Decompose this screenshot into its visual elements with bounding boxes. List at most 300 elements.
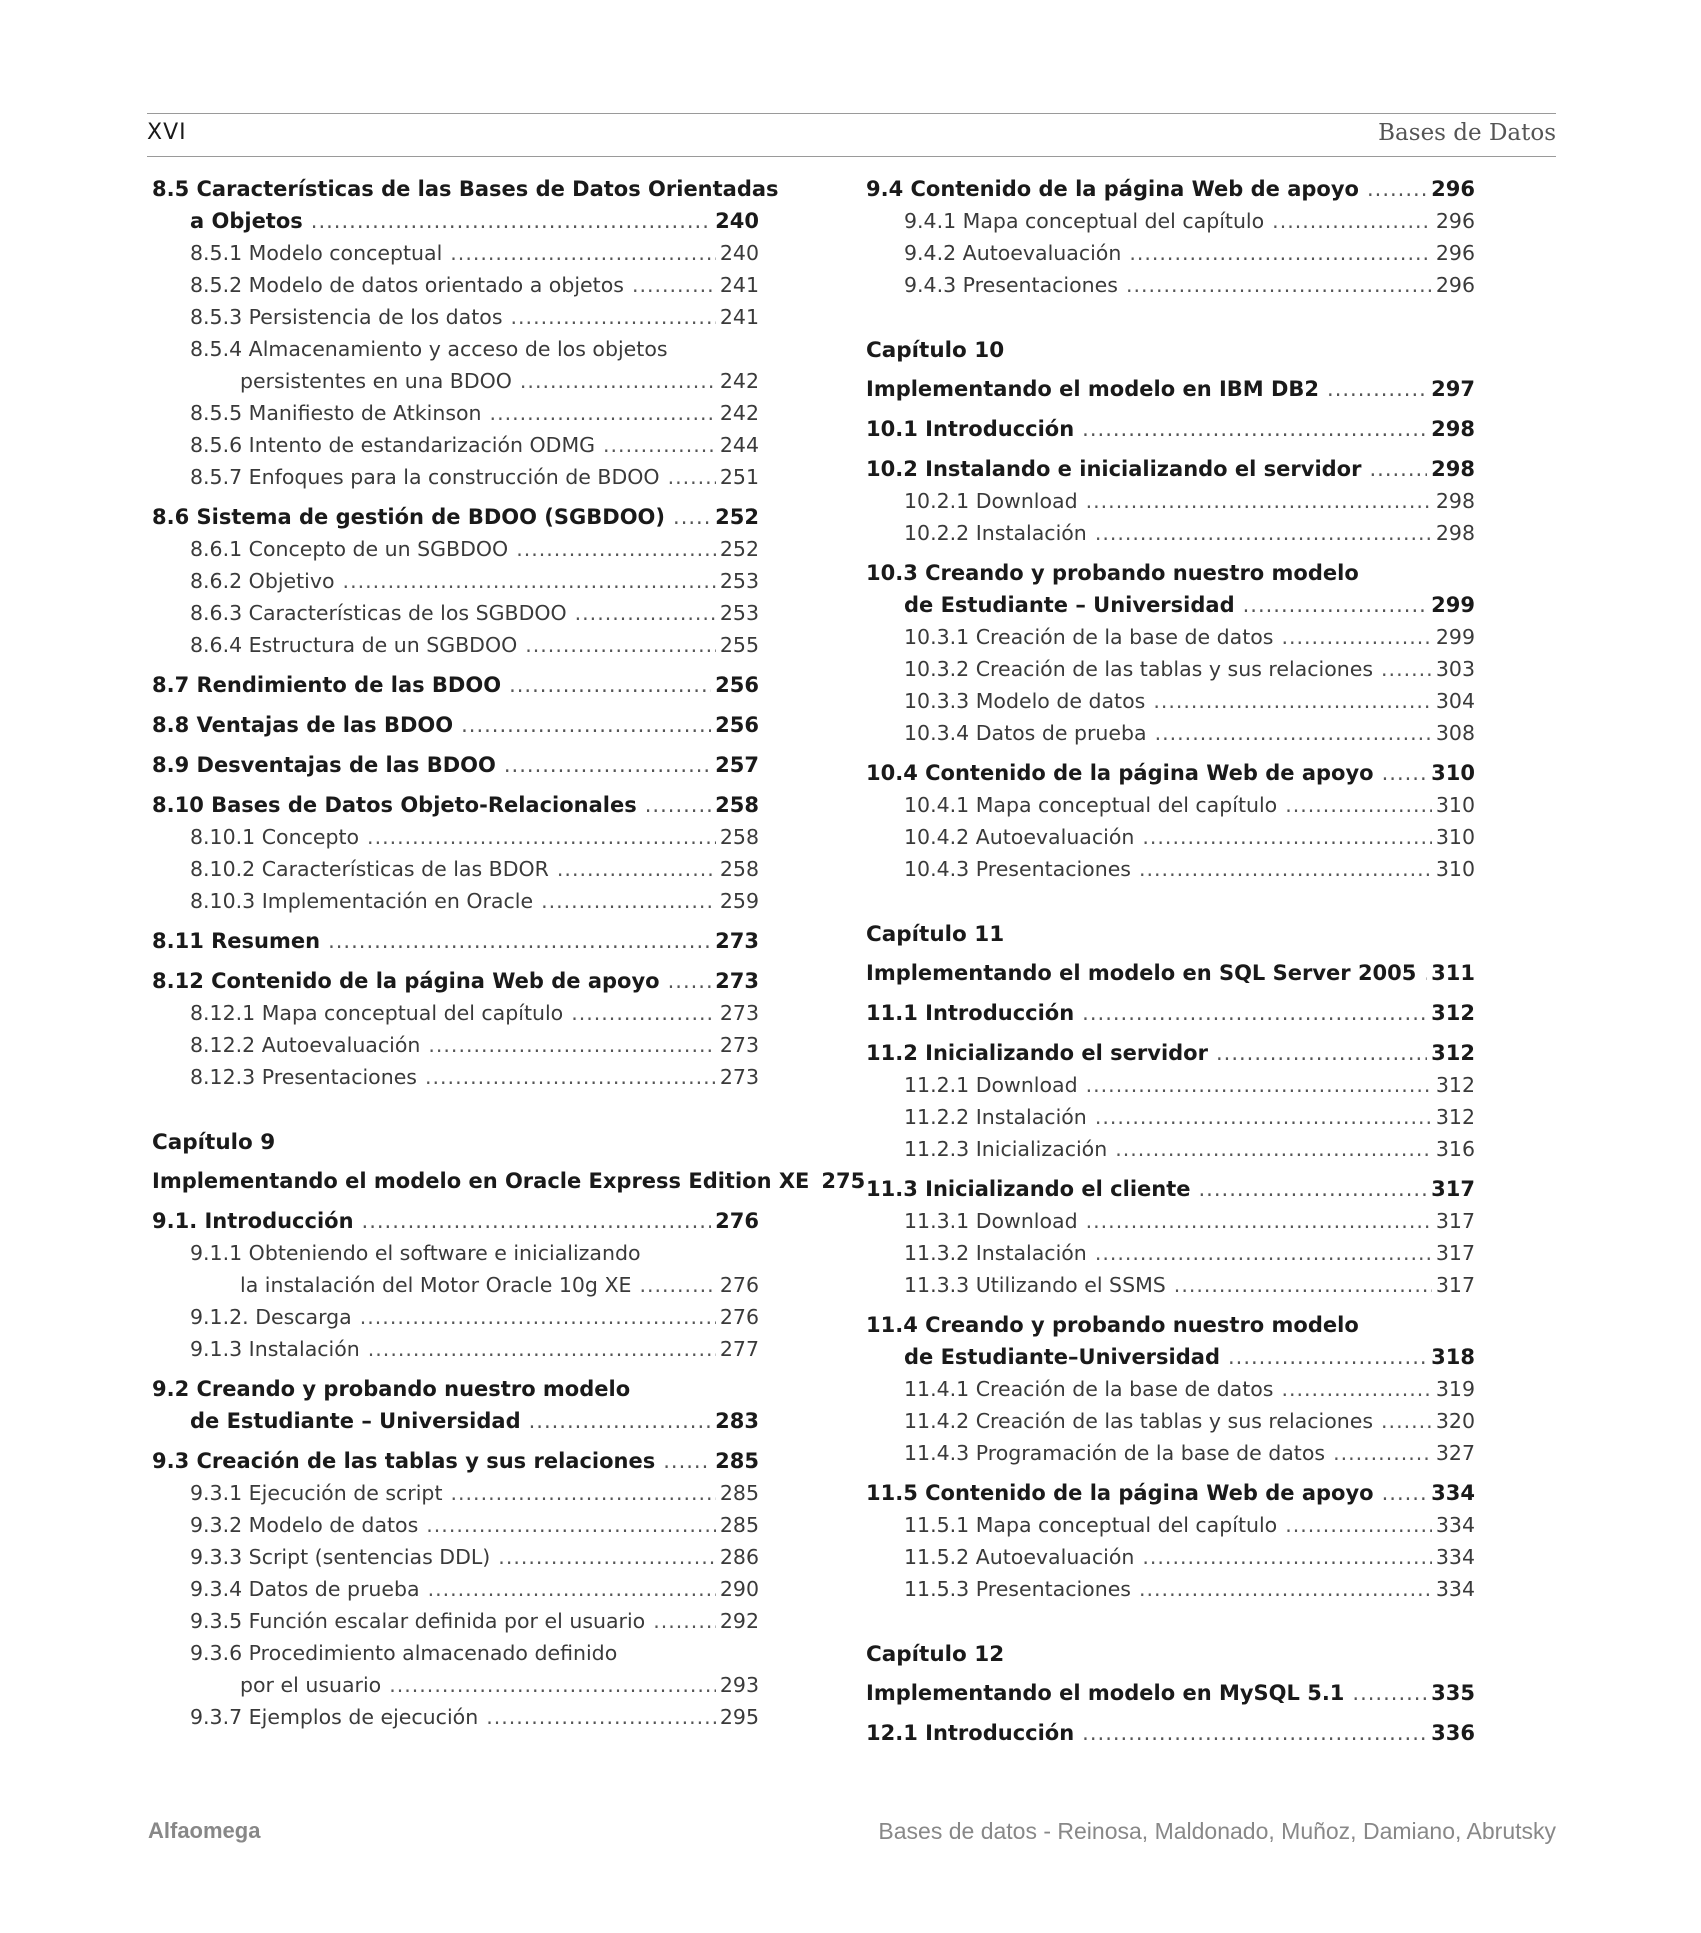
toc-page-number: 312 xyxy=(1431,1041,1475,1065)
toc-page-number: 285 xyxy=(715,1449,759,1473)
dot-leader xyxy=(1333,1437,1432,1469)
toc-subsection-entry xyxy=(152,1509,759,1541)
toc-entry-title: Implementando el modelo en SQL Server 2005 xyxy=(866,961,1417,985)
toc-subsection-entry xyxy=(866,1573,1475,1605)
dot-leader xyxy=(367,821,716,853)
toc-entry-title: 8.5.2 Modelo de datos orientado a objetos xyxy=(190,273,624,297)
toc-right-column xyxy=(866,173,1475,1749)
toc-subsection-entry xyxy=(866,269,1475,301)
toc-section-entry xyxy=(866,1309,1475,1373)
toc-section-entry xyxy=(866,1717,1475,1749)
toc-subsection-entry xyxy=(152,1333,759,1365)
dot-leader xyxy=(328,925,711,957)
toc-subsection-entry xyxy=(152,1061,759,1093)
dot-leader xyxy=(490,397,716,429)
toc-entry-title: 9.1. Introducción xyxy=(152,1209,354,1233)
toc-page-number: 295 xyxy=(719,1705,759,1729)
dot-leader xyxy=(450,237,716,269)
toc-page-number: 285 xyxy=(719,1481,759,1505)
dot-leader xyxy=(639,1269,715,1301)
toc-page-number: 310 xyxy=(1435,825,1475,849)
toc-subsection-entry xyxy=(152,461,759,493)
toc-entry-title: 10.4 Contenido de la página Web de apoyo xyxy=(866,761,1374,785)
toc-page-number: 275 xyxy=(821,1169,866,1193)
toc-section-entry xyxy=(152,1165,866,1197)
toc-section-entry xyxy=(152,1205,759,1237)
toc-entry-title: 8.6 Sistema de gestión de BDOO (SGBDOO) xyxy=(152,505,666,529)
toc-entry-title: 8.6.4 Estructura de un SGBDOO xyxy=(190,633,518,657)
toc-entry-title: 9.3 Creación de las tablas y sus relaciones xyxy=(152,1449,656,1473)
toc-entry-title: la instalación del Motor Oracle 10g XE xyxy=(240,1273,632,1297)
dot-leader xyxy=(451,1477,716,1509)
toc-page-number: 334 xyxy=(1435,1545,1475,1569)
toc-entry-title: Implementando el modelo en IBM DB2 xyxy=(866,377,1320,401)
toc-section-entry xyxy=(152,501,759,533)
toc-subsection-entry xyxy=(152,429,759,461)
toc-page-number: 304 xyxy=(1435,689,1475,713)
dot-leader xyxy=(1129,237,1432,269)
toc-subsection-entry xyxy=(152,597,759,629)
dot-leader xyxy=(511,301,716,333)
toc-entry-title: 11.2.1 Download xyxy=(904,1073,1078,1097)
toc-entry-title: 8.6.2 Objetivo xyxy=(190,569,335,593)
toc-section-entry xyxy=(152,749,759,781)
toc-section-entry xyxy=(866,453,1475,485)
dot-leader xyxy=(520,365,716,397)
toc-section-entry xyxy=(152,709,759,741)
toc-entry-title: 10.3.4 Datos de prueba xyxy=(904,721,1147,745)
dot-leader xyxy=(557,853,716,885)
toc-entry-title: 8.5.7 Enfoques para la construcción de BDOO xyxy=(190,465,660,489)
toc-entry-title: a Objetos xyxy=(190,209,303,233)
dot-leader xyxy=(1285,1509,1432,1541)
toc-entry-title: 11.5.3 Presentaciones xyxy=(904,1577,1131,1601)
toc-entry-title: 10.4.1 Mapa conceptual del capítulo xyxy=(904,793,1278,817)
toc-entry-title: 9.4.1 Mapa conceptual del capítulo xyxy=(904,209,1265,233)
toc-entry-title: 8.5.4 Almacenamiento y acceso de los objetos xyxy=(190,337,668,361)
toc-section-entry xyxy=(866,1677,1475,1709)
toc-section-entry xyxy=(152,173,779,237)
page-number: XVI xyxy=(147,120,187,145)
toc-subsection-entry xyxy=(152,397,759,429)
toc-subsection-entry xyxy=(152,997,759,1029)
toc-entry-title: 10.2.1 Download xyxy=(904,489,1078,513)
toc-entry-title: 11.2 Inicializando el servidor xyxy=(866,1041,1208,1065)
toc-entry-title: 9.1.2. Descarga xyxy=(190,1305,352,1329)
toc-subsection-entry xyxy=(152,269,759,301)
toc-page-number: 283 xyxy=(715,1409,759,1433)
toc-page-number: 273 xyxy=(719,1033,759,1057)
toc-page-number: 258 xyxy=(719,825,759,849)
toc-section-entry xyxy=(866,957,1475,989)
dot-leader xyxy=(571,997,716,1029)
dot-leader xyxy=(1281,1373,1431,1405)
toc-subsection-entry xyxy=(866,1269,1475,1301)
toc-entry-title: 10.1 Introducción xyxy=(866,417,1075,441)
dot-leader xyxy=(575,597,716,629)
dot-leader xyxy=(1199,1173,1428,1205)
running-header xyxy=(147,113,1556,157)
toc-page-number: 317 xyxy=(1431,1177,1475,1201)
toc-subsection-entry xyxy=(152,629,759,661)
toc-page-number: 286 xyxy=(719,1545,759,1569)
dot-leader xyxy=(673,501,711,533)
toc-page-number: 241 xyxy=(719,305,759,329)
toc-entry-title: 8.8 Ventajas de las BDOO xyxy=(152,713,454,737)
toc-entry-title: 8.5.1 Modelo conceptual xyxy=(190,241,443,265)
toc-entry-title: 9.3.2 Modelo de datos xyxy=(190,1513,419,1537)
toc-subsection-entry xyxy=(866,853,1475,885)
toc-left-column xyxy=(152,173,866,1733)
dot-leader xyxy=(1327,373,1427,405)
toc-subsection-entry xyxy=(866,821,1475,853)
toc-subsection-entry xyxy=(866,1069,1475,1101)
dot-leader xyxy=(504,749,711,781)
toc-page-number: 297 xyxy=(1431,377,1475,401)
toc-subsection-entry xyxy=(152,1029,759,1061)
dot-leader xyxy=(1086,1205,1432,1237)
toc-section-entry xyxy=(152,789,759,821)
toc-page-number: 303 xyxy=(1435,657,1475,681)
toc-entry-title: 11.3 Inicializando el cliente xyxy=(866,1177,1191,1201)
toc-entry-title: 11.3.3 Utilizando el SSMS xyxy=(904,1273,1166,1297)
toc-subsection-entry xyxy=(152,333,759,397)
toc-subsection-entry xyxy=(866,517,1475,549)
toc-subsection-entry xyxy=(866,1509,1475,1541)
toc-entry-title: 8.10.1 Concepto xyxy=(190,825,360,849)
toc-entry-title: 8.10.2 Características de las BDOR xyxy=(190,857,549,881)
dot-leader xyxy=(1228,1341,1427,1373)
dot-leader xyxy=(668,965,712,997)
toc-section-entry xyxy=(866,997,1475,1029)
toc-entry-title: 9.4.2 Autoevaluación xyxy=(904,241,1122,265)
dot-leader xyxy=(1382,757,1428,789)
toc-page-number: 276 xyxy=(715,1209,759,1233)
dot-leader xyxy=(1139,853,1432,885)
toc-page-number: 273 xyxy=(715,969,759,993)
toc-page-number: 258 xyxy=(719,857,759,881)
toc-subsection-entry xyxy=(866,653,1475,685)
dot-leader xyxy=(1369,453,1427,485)
toc-subsection-entry xyxy=(152,301,759,333)
toc-page-number: 312 xyxy=(1435,1105,1475,1129)
toc-entry-title: 10.4.3 Presentaciones xyxy=(904,857,1131,881)
toc-entry-title: 9.1.1 Obteniendo el software e inicializando xyxy=(190,1241,641,1265)
toc-page-number: 334 xyxy=(1435,1577,1475,1601)
dot-leader xyxy=(1216,1037,1427,1069)
toc-page-number: 241 xyxy=(719,273,759,297)
toc-entry-title: de Estudiante–Universidad xyxy=(904,1345,1220,1369)
dot-leader xyxy=(360,1301,716,1333)
toc-entry-title: 11.4.3 Programación de la base de datos xyxy=(904,1441,1326,1465)
toc-entry-title: 9.3.6 Procedimiento almacenado definido xyxy=(190,1641,618,1665)
toc-entry-title: Implementando el modelo en MySQL 5.1 xyxy=(866,1681,1345,1705)
dot-leader xyxy=(389,1669,716,1701)
dot-leader xyxy=(1086,1069,1432,1101)
toc-page-number: 308 xyxy=(1435,721,1475,745)
toc-entry-title: de Estudiante – Universidad xyxy=(190,1409,521,1433)
toc-page-number: 255 xyxy=(719,633,759,657)
running-title: Bases de Datos xyxy=(1378,120,1556,146)
dot-leader xyxy=(1082,1717,1427,1749)
dot-leader xyxy=(1352,1677,1427,1709)
toc-subsection-entry xyxy=(152,853,759,885)
toc-section-entry xyxy=(866,173,1475,205)
toc-section-entry xyxy=(866,557,1475,621)
toc-subsection-entry xyxy=(866,717,1475,749)
toc-entry-title: 11.4 Creando y probando nuestro modelo xyxy=(866,1313,1359,1337)
toc-entry-title: 8.5.6 Intento de estandarización ODMG xyxy=(190,433,596,457)
toc-page-number: 293 xyxy=(719,1673,759,1697)
toc-page-number: 251 xyxy=(719,465,759,489)
toc-subsection-entry xyxy=(866,1405,1475,1437)
dot-leader xyxy=(632,269,716,301)
dot-leader xyxy=(645,789,711,821)
toc-subsection-entry xyxy=(152,1541,759,1573)
toc-page-number: 273 xyxy=(719,1001,759,1025)
toc-entry-title: 11.3.2 Instalación xyxy=(904,1241,1087,1265)
toc-entry-title: 8.5.3 Persistencia de los datos xyxy=(190,305,503,329)
dot-leader xyxy=(425,1061,716,1093)
toc-section-entry xyxy=(152,1445,759,1477)
toc-page-number: 296 xyxy=(1435,241,1475,265)
toc-entry-title: 9.4 Contenido de la página Web de apoyo xyxy=(866,177,1359,201)
toc-subsection-entry xyxy=(152,885,759,917)
toc-entry-title: 9.3.7 Ejemplos de ejecución xyxy=(190,1705,479,1729)
toc-entry-title: 11.2.2 Instalación xyxy=(904,1105,1087,1129)
toc-subsection-entry xyxy=(152,1237,759,1301)
dot-leader xyxy=(525,629,716,661)
toc-subsection-entry xyxy=(152,565,759,597)
toc-entry-title: 8.6.1 Concepto de un SGBDOO xyxy=(190,537,509,561)
toc-subsection-entry xyxy=(152,1301,759,1333)
toc-page-number: 258 xyxy=(715,793,759,817)
dot-leader xyxy=(311,205,711,237)
toc-entry-title: 11.5.2 Autoevaluación xyxy=(904,1545,1135,1569)
toc-entry-title: 11.4.2 Creación de las tablas y sus relaciones xyxy=(904,1409,1374,1433)
dot-leader xyxy=(529,1405,712,1437)
toc-entry-title: 10.2 Instalando e inicializando el servidor xyxy=(866,457,1362,481)
toc-entry-title: 8.12 Contenido de la página Web de apoyo xyxy=(152,969,660,993)
toc-entry-title: 8.7 Rendimiento de las BDOO xyxy=(152,673,502,697)
toc-subsection-entry xyxy=(866,1237,1475,1269)
toc-page-number: 240 xyxy=(715,209,759,233)
dot-leader xyxy=(1153,685,1432,717)
toc-subsection-entry xyxy=(152,237,759,269)
toc-page-number: 253 xyxy=(719,601,759,625)
dot-leader xyxy=(653,1605,716,1637)
toc-page-number: 317 xyxy=(1435,1273,1475,1297)
toc-page-number: 242 xyxy=(719,401,759,425)
toc-entry-title: Implementando el modelo en Oracle Express Edition XE xyxy=(152,1169,810,1193)
chapter-heading: Capítulo 9 xyxy=(152,1130,276,1155)
dot-leader xyxy=(1367,173,1427,205)
toc-subsection-entry xyxy=(152,1477,759,1509)
toc-entry-title: 10.3.3 Modelo de datos xyxy=(904,689,1146,713)
toc-section-entry xyxy=(866,1037,1475,1069)
toc-page-number: 298 xyxy=(1435,521,1475,545)
toc-entry-title: 8.12.2 Autoevaluación xyxy=(190,1033,421,1057)
toc-page-number: 252 xyxy=(719,537,759,561)
dot-leader xyxy=(1126,269,1432,301)
toc-page-number: 285 xyxy=(719,1513,759,1537)
dot-leader xyxy=(428,1029,715,1061)
toc-entry-title: 9.3.4 Datos de prueba xyxy=(190,1577,420,1601)
toc-subsection-entry xyxy=(866,1437,1475,1469)
toc-entry-title: persistentes en una BDOO xyxy=(240,369,512,393)
dot-leader xyxy=(1086,485,1432,517)
toc-page-number: 310 xyxy=(1435,857,1475,881)
toc-entry-title: 8.6.3 Características de los SGBDOO xyxy=(190,601,567,625)
toc-subsection-entry xyxy=(866,205,1475,237)
toc-entry-title: 9.2 Creando y probando nuestro modelo xyxy=(152,1377,631,1401)
toc-entry-title: 9.1.3 Instalación xyxy=(190,1337,360,1361)
toc-page-number: 298 xyxy=(1431,417,1475,441)
toc-entry-title: de Estudiante – Universidad xyxy=(904,593,1235,617)
toc-entry-title: 8.12.1 Mapa conceptual del capítulo xyxy=(190,1001,564,1025)
toc-subsection-entry xyxy=(866,685,1475,717)
toc-entry-title: 8.11 Resumen xyxy=(152,929,321,953)
toc-section-entry xyxy=(152,925,759,957)
toc-page-number: 256 xyxy=(715,713,759,737)
toc-subsection-entry xyxy=(152,821,759,853)
toc-entry-title: 9.3.5 Función escalar definida por el usuario xyxy=(190,1609,646,1633)
dot-leader xyxy=(428,1573,716,1605)
toc-page-number: 273 xyxy=(715,929,759,953)
dot-leader xyxy=(1272,205,1432,237)
toc-page-number: 334 xyxy=(1431,1481,1475,1505)
toc-section-entry xyxy=(866,1477,1475,1509)
toc-page-number: 317 xyxy=(1435,1209,1475,1233)
toc-subsection-entry xyxy=(866,1101,1475,1133)
toc-page-number: 316 xyxy=(1435,1137,1475,1161)
chapter-heading: Capítulo 12 xyxy=(866,1642,1005,1667)
dot-leader xyxy=(1155,717,1432,749)
toc-page-number: 253 xyxy=(719,569,759,593)
dot-leader xyxy=(509,669,711,701)
toc-page-number: 319 xyxy=(1435,1377,1475,1401)
toc-page-number: 276 xyxy=(719,1305,759,1329)
dot-leader xyxy=(1142,821,1431,853)
toc-page-number: 244 xyxy=(719,433,759,457)
toc-page-number: 320 xyxy=(1435,1409,1475,1433)
toc-page-number: 299 xyxy=(1431,593,1475,617)
toc-page-number: 252 xyxy=(715,505,759,529)
dot-leader xyxy=(1082,997,1427,1029)
toc-page-number: 311 xyxy=(1431,961,1475,985)
dot-leader xyxy=(1139,1573,1432,1605)
dot-leader xyxy=(1174,1269,1432,1301)
toc-entry-title: 9.3.3 Script (sentencias DDL) xyxy=(190,1545,491,1569)
toc-page-number: 318 xyxy=(1431,1345,1475,1369)
toc-entry-title: 9.4.3 Presentaciones xyxy=(904,273,1118,297)
toc-page-number: 296 xyxy=(1435,273,1475,297)
dot-leader xyxy=(343,565,716,597)
toc-entry-title: 10.2.2 Instalación xyxy=(904,521,1087,545)
toc-entry-title: 11.1 Introducción xyxy=(866,1001,1075,1025)
dot-leader xyxy=(1142,1541,1431,1573)
toc-page-number: 317 xyxy=(1435,1241,1475,1265)
toc-page-number: 310 xyxy=(1431,761,1475,785)
toc-section-entry xyxy=(866,1173,1475,1205)
toc-page-number: 242 xyxy=(719,369,759,393)
dot-leader xyxy=(1243,589,1428,621)
toc-entry-title: 8.9 Desventajas de las BDOO xyxy=(152,753,496,777)
dot-leader xyxy=(1381,1405,1432,1437)
toc-subsection-entry xyxy=(866,485,1475,517)
dot-leader xyxy=(516,533,716,565)
toc-page-number: 335 xyxy=(1431,1681,1475,1705)
publisher-footer: Alfaomega xyxy=(148,1818,261,1843)
toc-entry-title: 8.5.5 Manifiesto de Atkinson xyxy=(190,401,482,425)
dot-leader xyxy=(368,1333,716,1365)
toc-subsection-entry xyxy=(866,1541,1475,1573)
toc-subsection-entry xyxy=(866,789,1475,821)
toc-page-number: 296 xyxy=(1435,209,1475,233)
dot-leader xyxy=(1095,517,1432,549)
toc-page-number: 312 xyxy=(1435,1073,1475,1097)
toc-entry-title: 9.3.1 Ejecución de script xyxy=(190,1481,443,1505)
toc-page-number: 336 xyxy=(1431,1721,1475,1745)
toc-page-number: 276 xyxy=(719,1273,759,1297)
toc-entry-title: 11.5 Contenido de la página Web de apoyo xyxy=(866,1481,1374,1505)
dot-leader xyxy=(1424,957,1427,989)
dot-leader xyxy=(1382,1477,1428,1509)
toc-entry-title: por el usuario xyxy=(240,1673,382,1697)
toc-subsection-entry xyxy=(866,237,1475,269)
toc-page-number: 292 xyxy=(719,1609,759,1633)
toc-page-number: 299 xyxy=(1435,625,1475,649)
toc-page-number: 298 xyxy=(1435,489,1475,513)
dot-leader xyxy=(1281,621,1431,653)
toc-entry-title: 11.5.1 Mapa conceptual del capítulo xyxy=(904,1513,1278,1537)
toc-page-number: 277 xyxy=(719,1337,759,1361)
toc-section-entry xyxy=(152,965,759,997)
dot-leader xyxy=(1095,1101,1432,1133)
citation-footer: Bases de datos - Reinosa, Maldonado, Muñoz, Damiano, Abrutsky xyxy=(878,1818,1556,1844)
toc-subsection-entry xyxy=(152,533,759,565)
dot-leader xyxy=(362,1205,712,1237)
dot-leader xyxy=(1381,653,1432,685)
toc-page-number: 273 xyxy=(719,1065,759,1089)
toc-page-number: 256 xyxy=(715,673,759,697)
dot-leader xyxy=(1115,1133,1432,1165)
dot-leader xyxy=(486,1701,716,1733)
toc-page-number: 327 xyxy=(1435,1441,1475,1465)
toc-entry-title: 11.4.1 Creación de la base de datos xyxy=(904,1377,1274,1401)
toc-subsection-entry xyxy=(866,1373,1475,1405)
toc-subsection-entry xyxy=(152,1573,759,1605)
toc-subsection-entry xyxy=(152,1605,759,1637)
toc-subsection-entry xyxy=(866,1205,1475,1237)
toc-entry-title: 8.12.3 Presentaciones xyxy=(190,1065,417,1089)
dot-leader xyxy=(426,1509,716,1541)
chapter-heading: Capítulo 10 xyxy=(866,338,1005,363)
toc-section-entry xyxy=(152,669,759,701)
toc-page-number: 257 xyxy=(715,753,759,777)
toc-entry-title: 10.3 Creando y probando nuestro modelo xyxy=(866,561,1359,585)
toc-section-entry xyxy=(866,373,1475,405)
toc-entry-title: 8.10.3 Implementación en Oracle xyxy=(190,889,534,913)
dot-leader xyxy=(1285,789,1432,821)
toc-section-entry xyxy=(152,1373,759,1437)
toc-subsection-entry xyxy=(152,1637,759,1701)
toc-page-number: 259 xyxy=(719,889,759,913)
toc-entry-title: 10.3.1 Creación de la base de datos xyxy=(904,625,1274,649)
toc-page-number: 312 xyxy=(1431,1001,1475,1025)
toc-page-number: 310 xyxy=(1435,793,1475,817)
toc-page-number: 296 xyxy=(1431,177,1475,201)
